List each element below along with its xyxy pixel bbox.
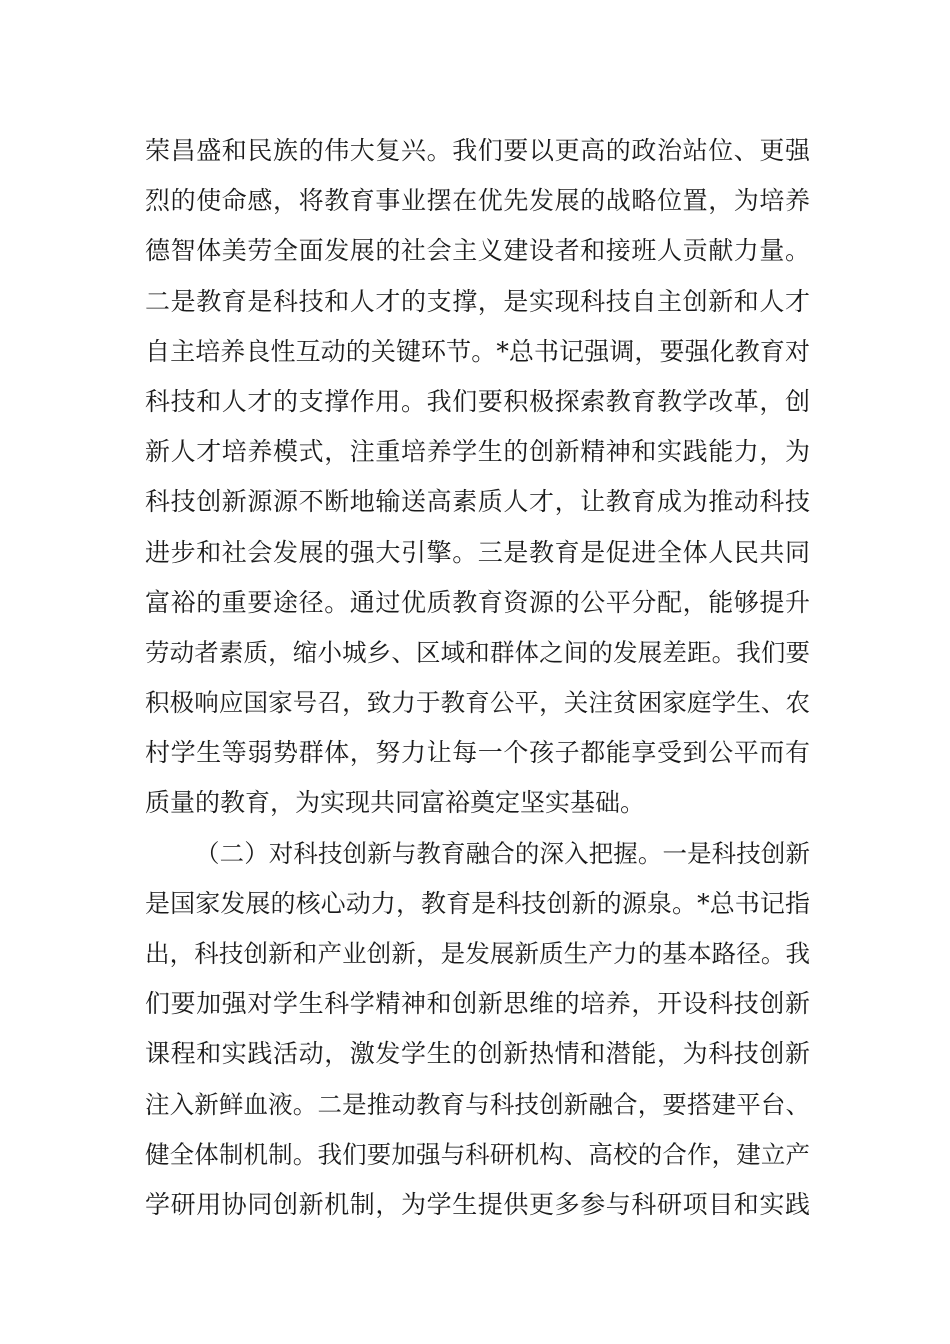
- text-line: 们要加强对学生科学精神和创新思维的培养，开设科技创新: [145, 989, 810, 1019]
- text-line: 烈的使命感，将教育事业摆在优先发展的战略位置，为培养: [145, 186, 810, 216]
- document-body: [145, 126, 810, 1230]
- text-line: 二是教育是科技和人才的支撑，是实现科技自主创新和人才: [145, 286, 810, 316]
- text-line: 课程和实践活动，激发学生的创新热情和潜能，为科技创新: [145, 1039, 810, 1069]
- section-heading-line: （二）对科技创新与教育融合的深入把握。一是科技创新: [195, 838, 810, 868]
- text-line: 质量的教育，为实现共同富裕奠定坚实基础。: [145, 788, 646, 818]
- text-line: 学研用协同创新机制，为学生提供更多参与科研项目和实践: [145, 1189, 810, 1219]
- text-line: 自主培养良性互动的关键环节。*总书记强调，要强化教育对: [145, 336, 810, 366]
- text-line: 荣昌盛和民族的伟大复兴。我们要以更高的政治站位、更强: [145, 136, 810, 165]
- text-line: 注入新鲜血液。二是推动教育与科技创新融合，要搭建平台、: [145, 1089, 810, 1119]
- text-line: 进步和社会发展的强大引擎。三是教育是促进全体人民共同: [145, 537, 810, 567]
- text-line: 富裕的重要途径。通过优质教育资源的公平分配，能够提升: [145, 587, 810, 617]
- text-line: 科技和人才的支撑作用。我们要积极探索教育教学改革，创: [145, 386, 810, 416]
- text-line: 德智体美劳全面发展的社会主义建设者和接班人贡献力量。: [145, 236, 810, 266]
- text-line: 是国家发展的核心动力，教育是科技创新的源泉。*总书记指: [145, 888, 810, 918]
- text-line: 健全体制机制。我们要加强与科研机构、高校的合作，建立产: [145, 1139, 810, 1169]
- text-line: 科技创新源源不断地输送高素质人才，让教育成为推动科技: [145, 487, 810, 517]
- text-line: 村学生等弱势群体，努力让每一个孩子都能享受到公平而有: [145, 738, 810, 768]
- text-line: 新人才培养模式，注重培养学生的创新精神和实践能力，为: [145, 437, 810, 467]
- text-line: 劳动者素质，缩小城乡、区域和群体之间的发展差距。我们要: [145, 637, 810, 667]
- text-line: 积极响应国家号召，致力于教育公平，关注贫困家庭学生、农: [145, 688, 810, 718]
- text-line: 出，科技创新和产业创新，是发展新质生产力的基本路径。我: [145, 939, 810, 968]
